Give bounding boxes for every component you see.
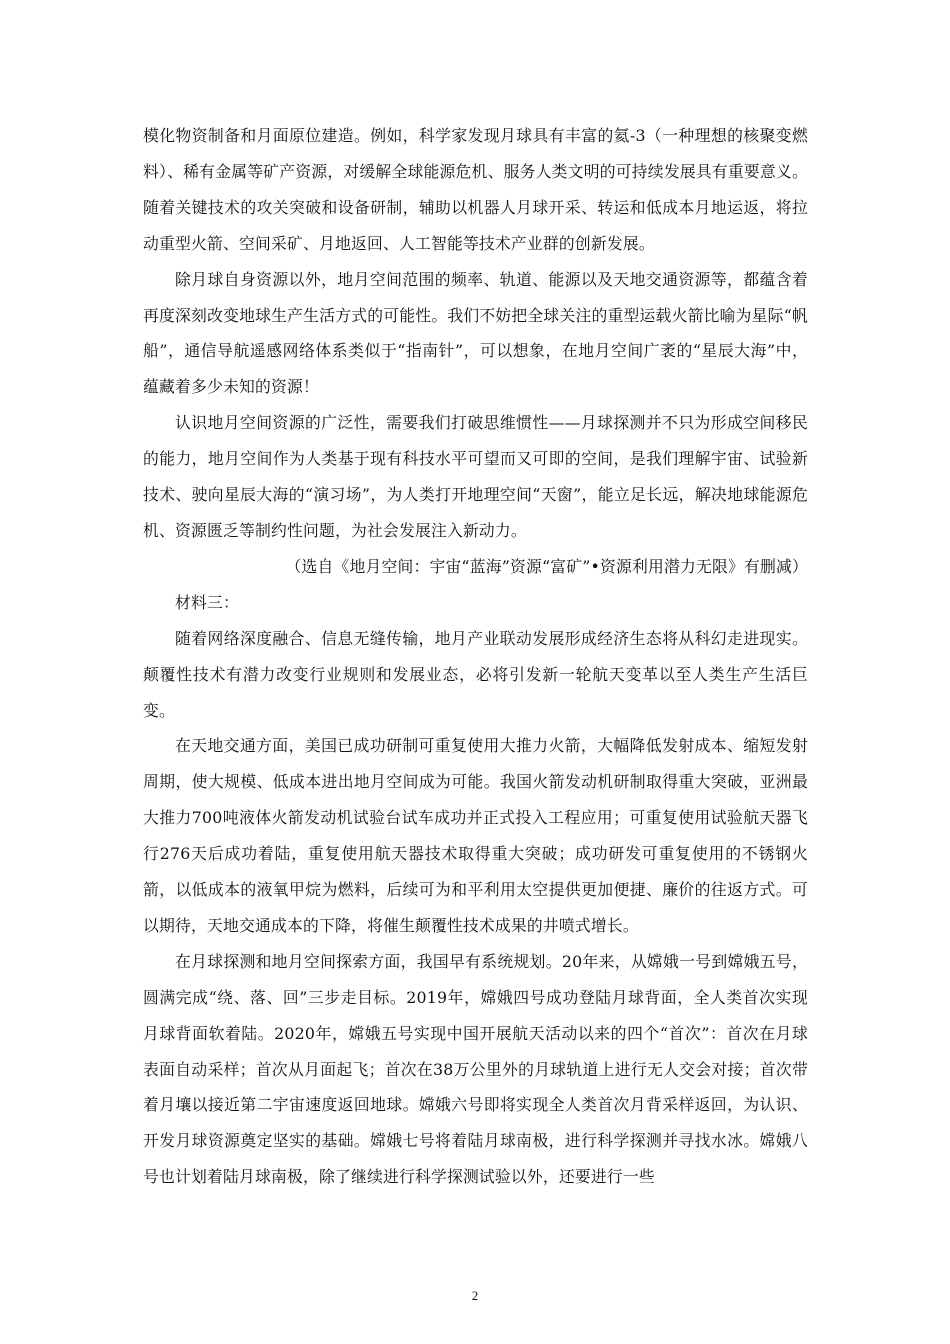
paragraph-continuation: 模化物资制备和月面原位建造。例如，科学家发现月球具有丰富的氦-3（一种理想的核聚变燃料）、稀有金属等矿产资源，对缓解全球能源危机、服务人类文明的可持续发展具有重要意义。随着关键技术的攻关突破和设备研制，辅助以机器人月球开采、转运和低成本月地运返，将拉动重型火箭、空间采矿、月地返回、人工智能等技术产业群的创新发展。 [143, 126, 808, 253]
source-citation: （选自《地月空间：宇宙“蓝海”资源“富矿”•资源利用潜力无限》有删减） [285, 556, 808, 576]
paragraph-lunar-exploration: 在月球探测和地月空间探索方面，我国早有系统规划。20年来，从嫦娥一号到嫦娥五号，圆满完成“绕、落、回”三步走目标。2019年，嫦娥四号成功登陆月球背面，全人类首次实现月球背面软着陆。2020年，嫦娥五号实现中国开展航天活动以来的四个“首次”：首次在月球表面自动采样；首次从月面起飞；首次在38万公里外的月球轨道上进行无人交会对接；首次带着月壤以接近第二宇宙速度返回地球。嫦娥六号即将实现全人类首次月背采样返回，为认识、开发月球资源奠定坚实的基础。嫦娥七号将着陆月球南极，进行科学探测并寻找水冰。嫦娥八号也计划着陆月球南极，除了继续进行科学探测试验以外，还要进行一些 [143, 951, 808, 1187]
document-body [143, 118, 808, 1195]
page-number: 2 [471, 1288, 479, 1303]
paragraph-transport: 在天地交通方面，美国已成功研制可重复使用大推力火箭，大幅降低发射成本、缩短发射周期，使大规模、低成本进出地月空间成为可能。我国火箭发动机研制取得重大突破，亚洲最大推力700吨液体火箭发动机试验台试车成功并正式投入工程应用；可重复使用试验航天器飞行276天后成功着陆，重复使用航天器技术取得重大突破；成功研发可重复使用的不锈钢火箭，以低成本的液氧甲烷为燃料，后续可为和平利用太空提供更加便捷、廉价的往返方式。可以期待，天地交通成本的下降，将催生颠覆性技术成果的井喷式增长。 [143, 736, 808, 935]
material-label: 材料三： [175, 592, 239, 612]
paragraph-understanding: 认识地月空间资源的广泛性，需要我们打破思维惯性——月球探测并不只为形成空间移民的能力，地月空间作为人类基于现有科技水平可望而又可即的空间，是我们理解宇宙、试验新技术、驶向星辰大海的“演习场”，为人类打开地理空间“天窗”，能立足长远，解决地球能源危机、资源匮乏等制约性问题，为社会发展注入新动力。 [143, 413, 808, 540]
paragraph-network: 随着网络深度融合、信息无缝传输，地月产业联动发展形成经济生态将从科幻走进现实。颠覆性技术有潜力改变行业规则和发展业态，必将引发新一轮航天变革以至人类生产生活巨变。 [143, 628, 808, 720]
paragraph-resources: 除月球自身资源以外，地月空间范围的频率、轨道、能源以及天地交通资源等，都蕴含着再度深刻改变地球生产生活方式的可能性。我们不妨把全球关注的重型运载火箭比喻为星际“帆船”，通信导航遥感网络体系类似于“指南针”，可以想象，在地月空间广袤的“星辰大海”中，蕴藏着多少未知的资源！ [143, 269, 808, 397]
